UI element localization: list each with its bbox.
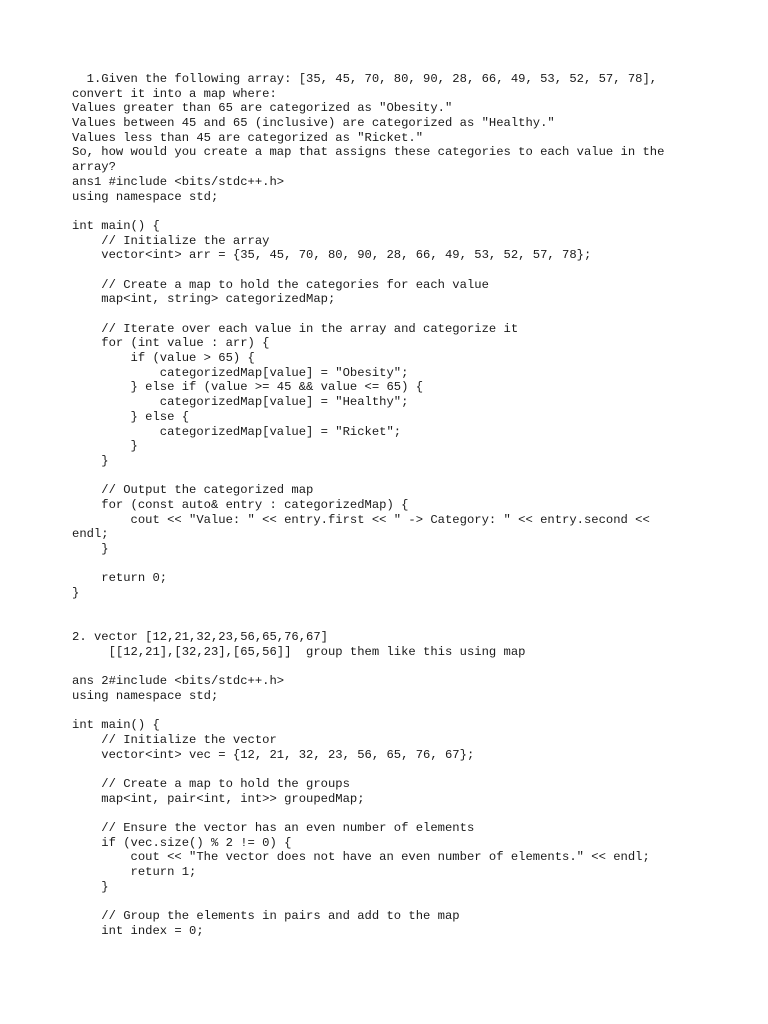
document-line: for (const auto& entry : categorizedMap) { [72, 497, 409, 512]
document-line: int main() { [72, 718, 160, 733]
document-line: Values between 45 and 65 (inclusive) are categorized as "Healthy." [72, 116, 555, 131]
document-line: } [72, 586, 80, 601]
document-line: } [72, 879, 109, 894]
document-line [72, 557, 712, 572]
document-line: if (value > 65) { [72, 351, 255, 366]
document-line: using namespace std; [72, 189, 219, 204]
document-line: Values greater than 65 are categorized as "Obesity." [72, 101, 453, 116]
document-line: ans 2#include <bits/stdc++.h> [72, 674, 285, 689]
document-line: // Create a map to hold the groups [72, 777, 350, 791]
document-line [72, 307, 712, 322]
document-line [72, 806, 712, 821]
document-line: categorizedMap[value] = "Ricket"; [72, 424, 402, 439]
document-line: categorizedMap[value] = "Obesity"; [72, 365, 409, 380]
document-line: } else if (value >= 45 && value <= 65) { [72, 380, 424, 395]
document-line: [[12,21],[32,23],[65,56]] group them like this using map [72, 644, 526, 659]
document-line: // Initialize the array [72, 233, 270, 248]
document-line: // Group the elements in pairs and add to the map [72, 909, 460, 924]
document-line [72, 660, 712, 675]
document-line [72, 469, 712, 484]
document-line: } else { [72, 409, 190, 424]
document-text [72, 72, 712, 939]
document-line: ans1 #include <bits/stdc++.h> [72, 174, 285, 189]
document-line: // Ensure the vector has an even number of elements [72, 821, 475, 836]
document-line: if (vec.size() % 2 != 0) { [72, 835, 292, 850]
document-line: // Create a map to hold the categories for each value [72, 277, 489, 292]
document-line: 1.Given the following array: [35, 45, 70, 80, 90, 28, 66, 49, 53, 52, 57, 78], [72, 72, 658, 86]
document-line: cout << "Value: " << entry.first << " -> Category: " << entry.second << [72, 512, 650, 527]
document-line: // Output the categorized map [72, 483, 314, 498]
document-line: int main() { [72, 218, 160, 233]
document-line [72, 615, 712, 630]
document-line: Values less than 45 are categorized as "Ricket." [72, 130, 424, 145]
document-line: // Iterate over each value in the array and categorize it [72, 321, 519, 336]
document-line: array? [72, 160, 116, 175]
document-line [72, 704, 712, 719]
document-line [72, 895, 712, 910]
document-line: vector<int> vec = {12, 21, 32, 23, 56, 65, 76, 67}; [72, 747, 475, 762]
document-line: endl; [72, 527, 109, 542]
document-line: return 1; [72, 865, 197, 880]
document-line: // Initialize the vector [72, 732, 277, 747]
document-line: cout << "The vector does not have an even number of elements." << endl; [72, 850, 650, 865]
document-line: 2. vector [12,21,32,23,56,65,76,67] [72, 630, 328, 645]
document-line [72, 204, 712, 219]
document-line: So, how would you create a map that assigns these categories to each value in the [72, 145, 665, 160]
document-line: convert it into a map where: [72, 86, 277, 101]
document-line: for (int value : arr) { [72, 336, 270, 351]
document-line: return 0; [72, 571, 168, 586]
document-line: } [72, 453, 109, 468]
document-line [72, 263, 712, 278]
document-line: vector<int> arr = {35, 45, 70, 80, 90, 28, 66, 49, 53, 52, 57, 78}; [72, 248, 592, 263]
document-line: map<int, string> categorizedMap; [72, 292, 336, 307]
document-line: categorizedMap[value] = "Healthy"; [72, 395, 409, 410]
document-line: } [72, 542, 109, 556]
document-line [72, 762, 712, 777]
document-line: map<int, pair<int, int>> groupedMap; [72, 791, 365, 806]
document-line: int index = 0; [72, 923, 204, 938]
document-line: using namespace std; [72, 688, 219, 703]
document-line: } [72, 439, 138, 454]
document-line [72, 601, 712, 616]
